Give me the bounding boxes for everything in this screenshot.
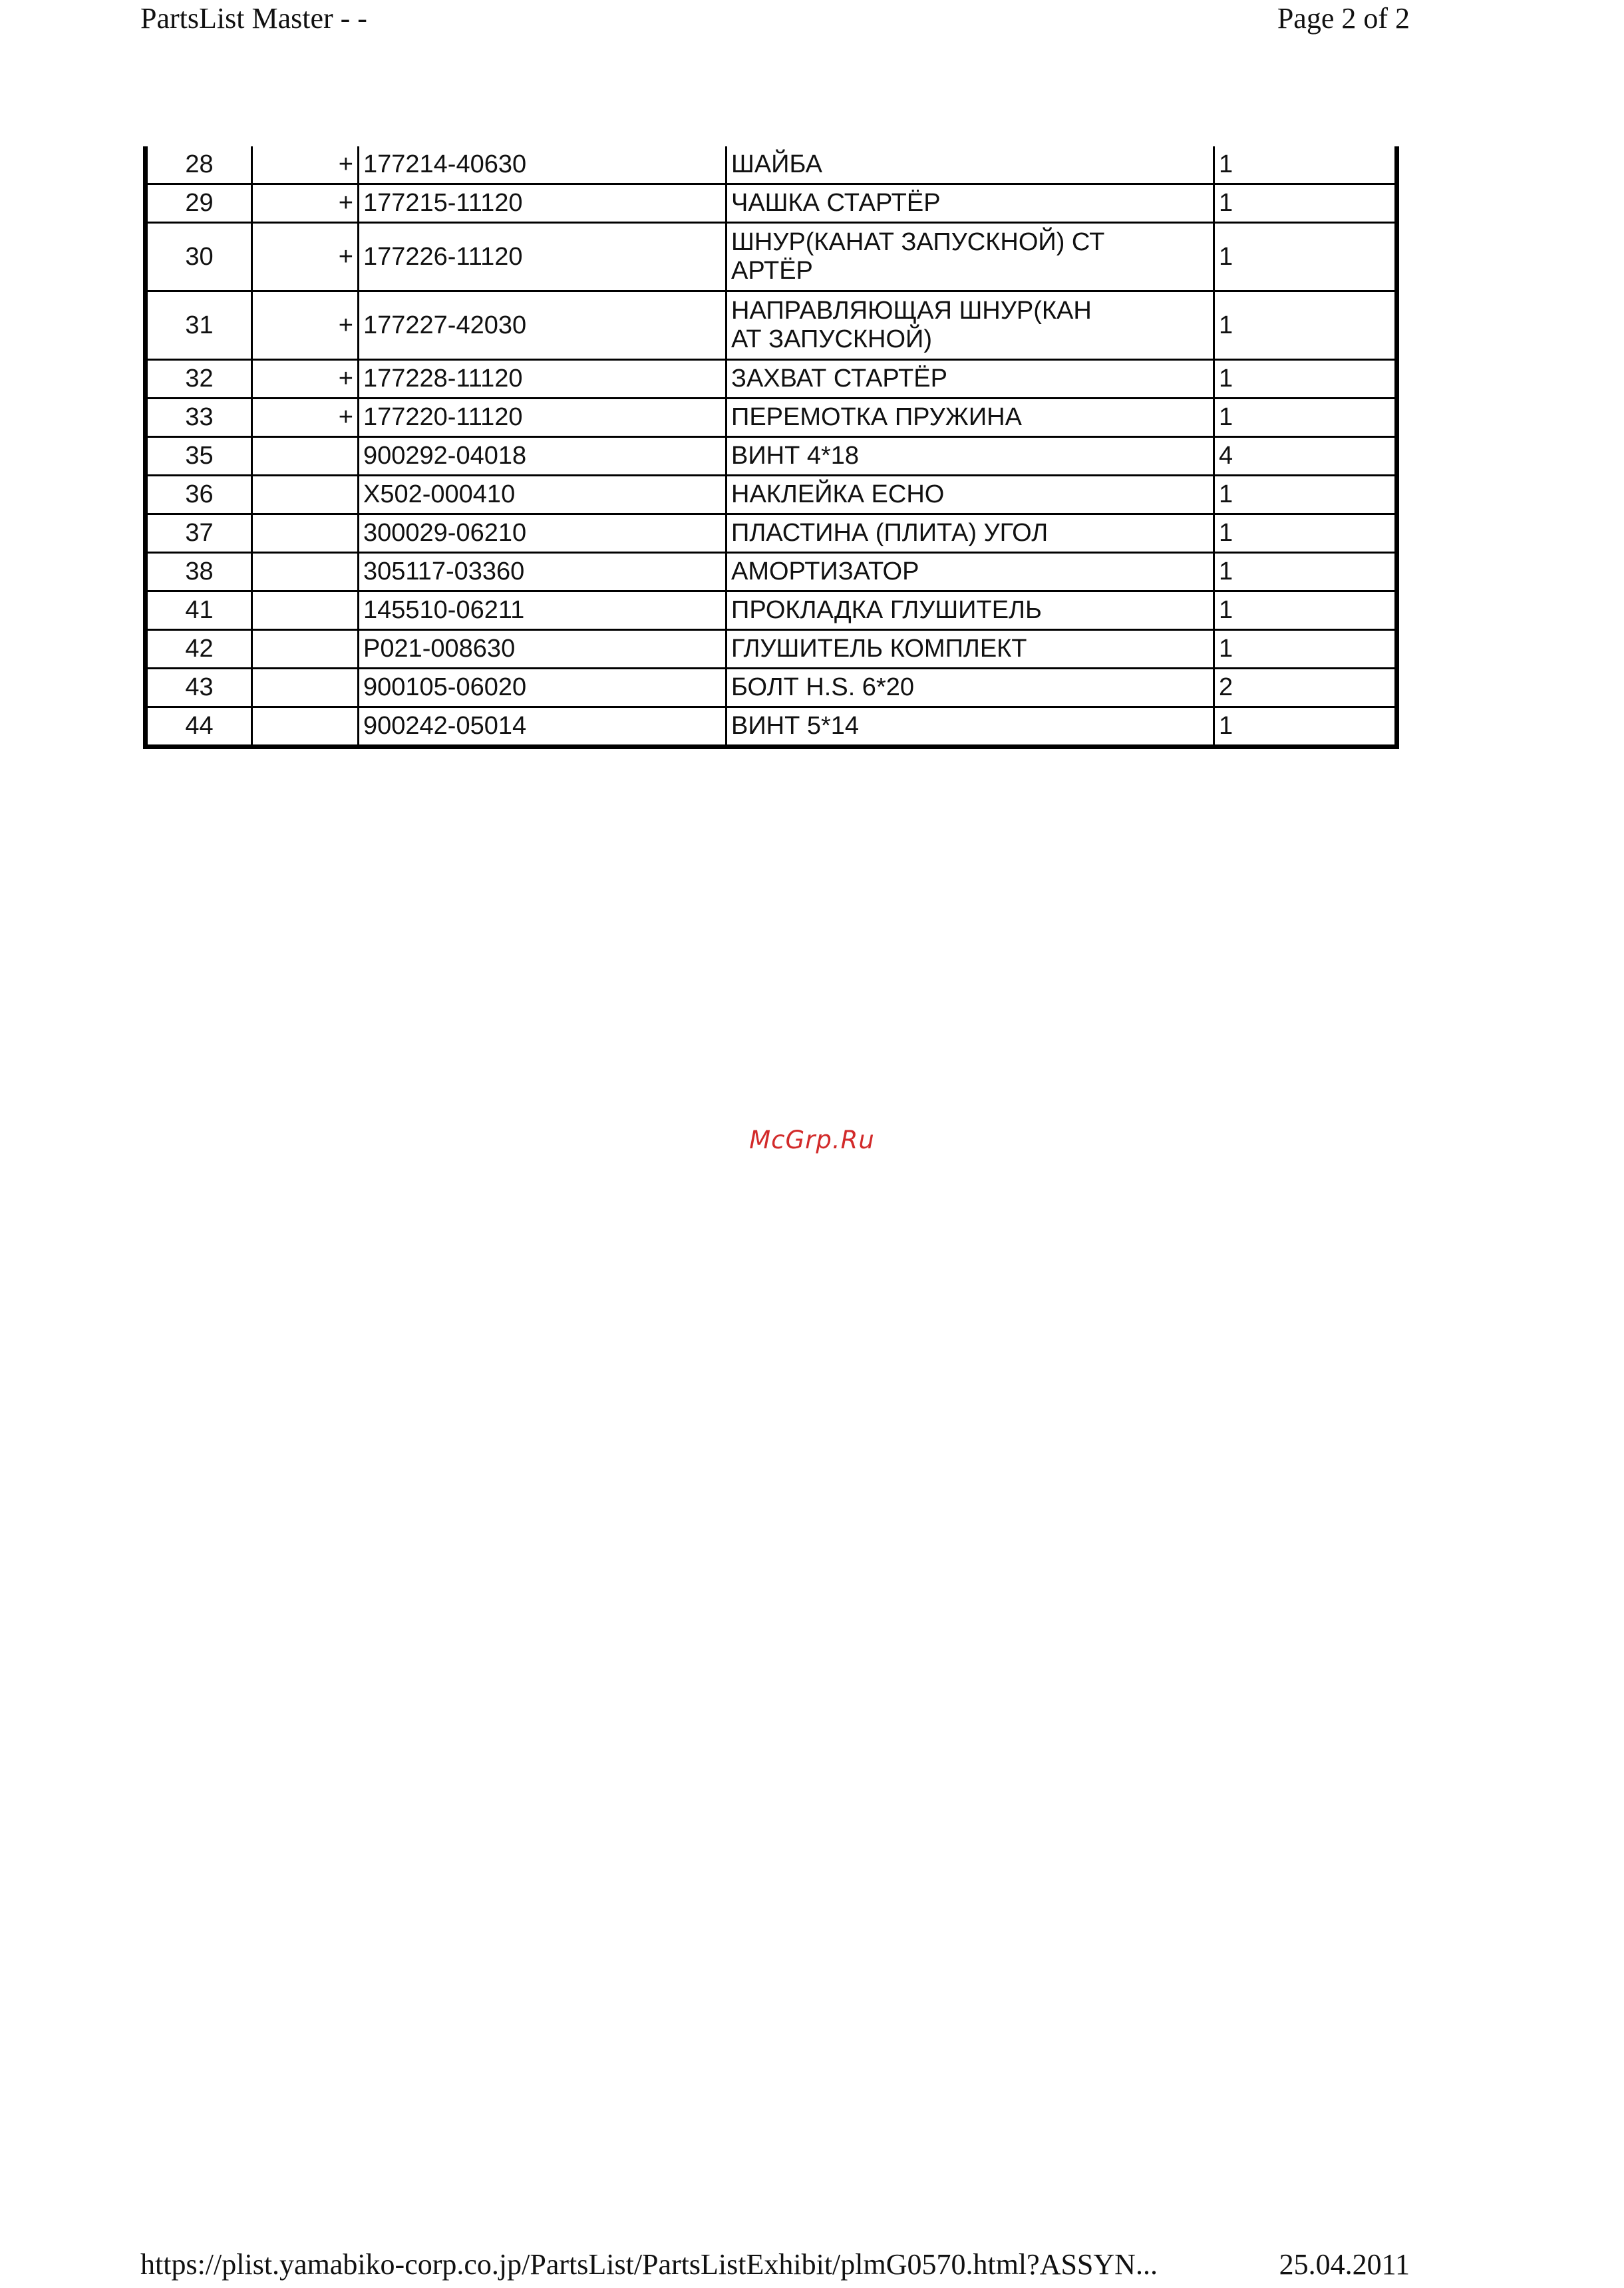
table-row xyxy=(146,591,1397,630)
ref-number-cell: 30 xyxy=(146,223,252,291)
ref-number-cell: 42 xyxy=(146,630,252,669)
flag-cell xyxy=(252,514,359,553)
table-row xyxy=(146,360,1397,399)
ref-number-cell: 28 xyxy=(146,146,252,184)
quantity-cell: 1 xyxy=(1214,360,1397,399)
flag-cell xyxy=(252,476,359,514)
description-cell: ЧАШКА СТАРТЁР xyxy=(727,184,1214,223)
quantity-cell: 1 xyxy=(1214,707,1397,747)
quantity-cell: 1 xyxy=(1214,591,1397,630)
quantity-cell: 1 xyxy=(1214,223,1397,291)
part-number-cell: 177215-11120 xyxy=(359,184,727,223)
ref-number-cell: 36 xyxy=(146,476,252,514)
part-number-cell: 145510-06211 xyxy=(359,591,727,630)
watermark: McGrp.Ru xyxy=(749,1126,875,1154)
ref-number-cell: 29 xyxy=(146,184,252,223)
quantity-cell: 1 xyxy=(1214,514,1397,553)
flag-cell xyxy=(252,591,359,630)
description-cell: ШНУР(КАНАТ ЗАПУСКНОЙ) СТ АРТЁР xyxy=(727,223,1214,291)
part-number-cell: 900292-04018 xyxy=(359,437,727,476)
quantity-cell: 1 xyxy=(1214,291,1397,360)
flag-cell xyxy=(252,669,359,707)
description-cell: ВИНТ 5*14 xyxy=(727,707,1214,747)
table-row xyxy=(146,291,1397,360)
part-number-cell: 177214-40630 xyxy=(359,146,727,184)
quantity-cell: 1 xyxy=(1214,553,1397,591)
header-title: PartsList Master - - xyxy=(140,2,367,35)
quantity-cell: 1 xyxy=(1214,476,1397,514)
table-row xyxy=(146,476,1397,514)
footer-date: 25.04.2011 xyxy=(1279,2248,1410,2281)
footer-url: https://plist.yamabiko-corp.co.jp/PartsList/PartsListExhibit/plmG0570.html?ASSYN... xyxy=(140,2248,1158,2281)
description-cell: БОЛТ H.S. 6*20 xyxy=(727,669,1214,707)
flag-cell: + xyxy=(252,399,359,437)
flag-cell xyxy=(252,630,359,669)
part-number-cell: 900242-05014 xyxy=(359,707,727,747)
quantity-cell: 1 xyxy=(1214,399,1397,437)
flag-cell: + xyxy=(252,146,359,184)
table-row xyxy=(146,707,1397,747)
description-cell: ШАЙБА xyxy=(727,146,1214,184)
ref-number-cell: 41 xyxy=(146,591,252,630)
part-number-cell: 305117-03360 xyxy=(359,553,727,591)
table-row xyxy=(146,437,1397,476)
quantity-cell: 1 xyxy=(1214,184,1397,223)
quantity-cell: 1 xyxy=(1214,630,1397,669)
part-number-cell: 177226-11120 xyxy=(359,223,727,291)
table-row xyxy=(146,399,1397,437)
part-number-cell: 177228-11120 xyxy=(359,360,727,399)
table-row xyxy=(146,514,1397,553)
quantity-cell: 4 xyxy=(1214,437,1397,476)
part-number-cell: P021-008630 xyxy=(359,630,727,669)
flag-cell xyxy=(252,437,359,476)
part-number-cell: 900105-06020 xyxy=(359,669,727,707)
quantity-cell: 2 xyxy=(1214,669,1397,707)
ref-number-cell: 44 xyxy=(146,707,252,747)
ref-number-cell: 37 xyxy=(146,514,252,553)
part-number-cell: 177220-11120 xyxy=(359,399,727,437)
description-cell: НАКЛЕЙКА ECHO xyxy=(727,476,1214,514)
ref-number-cell: 31 xyxy=(146,291,252,360)
flag-cell xyxy=(252,553,359,591)
table-row xyxy=(146,146,1397,184)
table-row xyxy=(146,223,1397,291)
description-cell: ПЕРЕМОТКА ПРУЖИНА xyxy=(727,399,1214,437)
description-cell: АМОРТИЗАТОР xyxy=(727,553,1214,591)
description-cell: ЗАХВАТ СТАРТЁР xyxy=(727,360,1214,399)
table-row xyxy=(146,184,1397,223)
flag-cell: + xyxy=(252,223,359,291)
table-row xyxy=(146,669,1397,707)
part-number-cell: 177227-42030 xyxy=(359,291,727,360)
part-number-cell: 300029-06210 xyxy=(359,514,727,553)
part-number-cell: X502-000410 xyxy=(359,476,727,514)
description-cell: ВИНТ 4*18 xyxy=(727,437,1214,476)
flag-cell: + xyxy=(252,184,359,223)
table-row xyxy=(146,553,1397,591)
ref-number-cell: 38 xyxy=(146,553,252,591)
parts-table xyxy=(143,146,1399,749)
flag-cell xyxy=(252,707,359,747)
ref-number-cell: 43 xyxy=(146,669,252,707)
parts-table-body xyxy=(146,146,1397,747)
table-row xyxy=(146,630,1397,669)
description-cell: ПЛАСТИНА (ПЛИТА) УГОЛ xyxy=(727,514,1214,553)
page-number: Page 2 of 2 xyxy=(1277,2,1410,35)
description-cell: НАПРАВЛЯЮЩАЯ ШНУР(КАН АТ ЗАПУСКНОЙ) xyxy=(727,291,1214,360)
flag-cell: + xyxy=(252,360,359,399)
description-cell: ПРОКЛАДКА ГЛУШИТЕЛЬ xyxy=(727,591,1214,630)
quantity-cell: 1 xyxy=(1214,146,1397,184)
ref-number-cell: 35 xyxy=(146,437,252,476)
description-cell: ГЛУШИТЕЛЬ КОМПЛЕКТ xyxy=(727,630,1214,669)
flag-cell: + xyxy=(252,291,359,360)
ref-number-cell: 32 xyxy=(146,360,252,399)
ref-number-cell: 33 xyxy=(146,399,252,437)
